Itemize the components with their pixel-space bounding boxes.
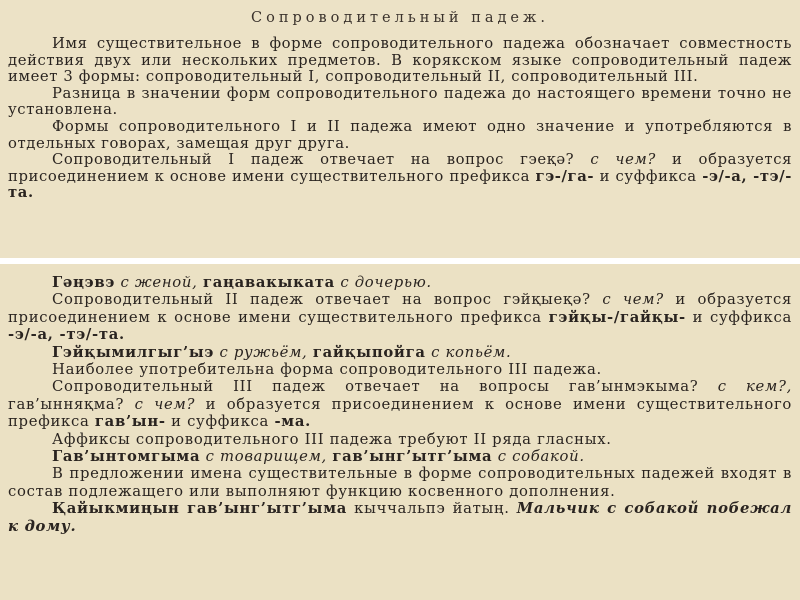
example-word: гаңавакыката — [202, 274, 335, 291]
case-three-question: Сопроводительный III падеж отвечает на вопросы гав’ынмэкыма? — [52, 378, 699, 396]
example-case-three — [8, 448, 792, 465]
case-three-question-translation: с кем?, — [717, 378, 793, 396]
case-two-question-translation: с чем? — [602, 291, 664, 309]
example-word: Гəңэвэ — [52, 274, 116, 291]
case-two-rule: и образуется присоединением к основе имени существительного префикса — [8, 291, 793, 326]
example-case-one — [8, 274, 792, 291]
case-one-prefix: гэ-/га- — [535, 167, 595, 185]
example-word: гайқыпойга — [312, 343, 426, 361]
case-two-prefix: гэйқы-/гайқы- — [548, 308, 686, 326]
example-word: Гав’ынтомгыма — [52, 448, 201, 466]
case-three-suffix: -ма. — [274, 413, 312, 431]
example-translation: с дочерью. — [340, 274, 432, 291]
example-sentence-translation: Мальчик с собакой побежал к дому. — [8, 500, 792, 535]
case-one-question-translation: с чем? — [590, 151, 656, 169]
page-title: Сопроводительный падеж. — [251, 10, 549, 26]
top-text-panel — [0, 0, 800, 258]
paragraph-case-three — [8, 378, 792, 430]
case-two-suffix: -э/-а, -тэ/-та. — [8, 326, 125, 344]
example-sentence-predicate: кыччальпэ йатың. — [354, 500, 510, 518]
example-translation: с копьём. — [431, 343, 512, 361]
case-one-rule: и образуется присоединением к основе имени существительного префикса — [8, 151, 793, 185]
paragraph-forms: Формы сопроводительного I и II падежа имеют одно значение и употребляются в отдельных говорах, замещая друг друга. — [8, 117, 792, 152]
example-sentence — [8, 500, 792, 535]
case-one-and-suffix: и суффикса — [599, 167, 697, 185]
paragraph-affixes: Аффиксы сопроводительного III падежа требуют II ряда гласных. — [52, 430, 612, 448]
case-two-question: Сопроводительный II падеж отвечает на вопрос гэйқыеқə? — [52, 291, 591, 309]
case-one-suffix: -э/-а, -тэ/-та. — [8, 167, 793, 202]
example-translation: с ружьём, — [219, 343, 308, 361]
example-translation: с товарищем, — [205, 448, 327, 466]
paragraph-case-one — [8, 152, 792, 202]
case-one-question: Сопроводительный I падеж отвечает на вопрос гэеқə? — [52, 151, 575, 169]
case-two-and-suffix: и суффикса — [692, 308, 792, 326]
example-word: гав’ынг’ытг’ыма — [332, 448, 493, 466]
example-case-two — [8, 344, 792, 361]
example-translation: с собакой. — [497, 448, 585, 466]
paragraph-difference: Разница в значении форм сопроводительного падежа до настоящего времени точно не установлена. — [8, 84, 792, 119]
paragraph-most-common: Наиболее употребительна форма сопроводительного III падежа. — [52, 361, 602, 379]
case-three-prefix: гав’ын- — [94, 413, 166, 431]
paragraph-case-two — [8, 291, 792, 343]
paragraph-definition: Имя существительное в форме сопроводительного падежа обозначает совместность действия двух или нескольких предметов. В корякском языке сопроводительный падеж имеет 3 формы: сопроводительный I, сопроводительный II, сопроводительный III. — [8, 35, 792, 86]
example-sentence-subject: Қайыкмиңын гав’ынг’ытг’ыма — [52, 500, 348, 518]
bottom-text-panel — [0, 264, 800, 600]
example-translation: с женой, — [120, 274, 198, 291]
case-three-question-translation-2: с чем? — [134, 395, 196, 413]
paragraph-syntax: В предложении имена существительные в форме сопроводительных падежей входят в состав подлежащего или выполняют функцию косвенного дополнения. — [8, 465, 792, 500]
case-three-and-suffix: и суффикса — [171, 413, 270, 431]
case-three-rule: и образуется присоединением к основе имени существительного префикса — [8, 395, 793, 431]
case-three-question-2: гав’ынняқма? — [8, 395, 125, 413]
example-word: Гэйқымилгыг’ыэ — [52, 343, 215, 361]
